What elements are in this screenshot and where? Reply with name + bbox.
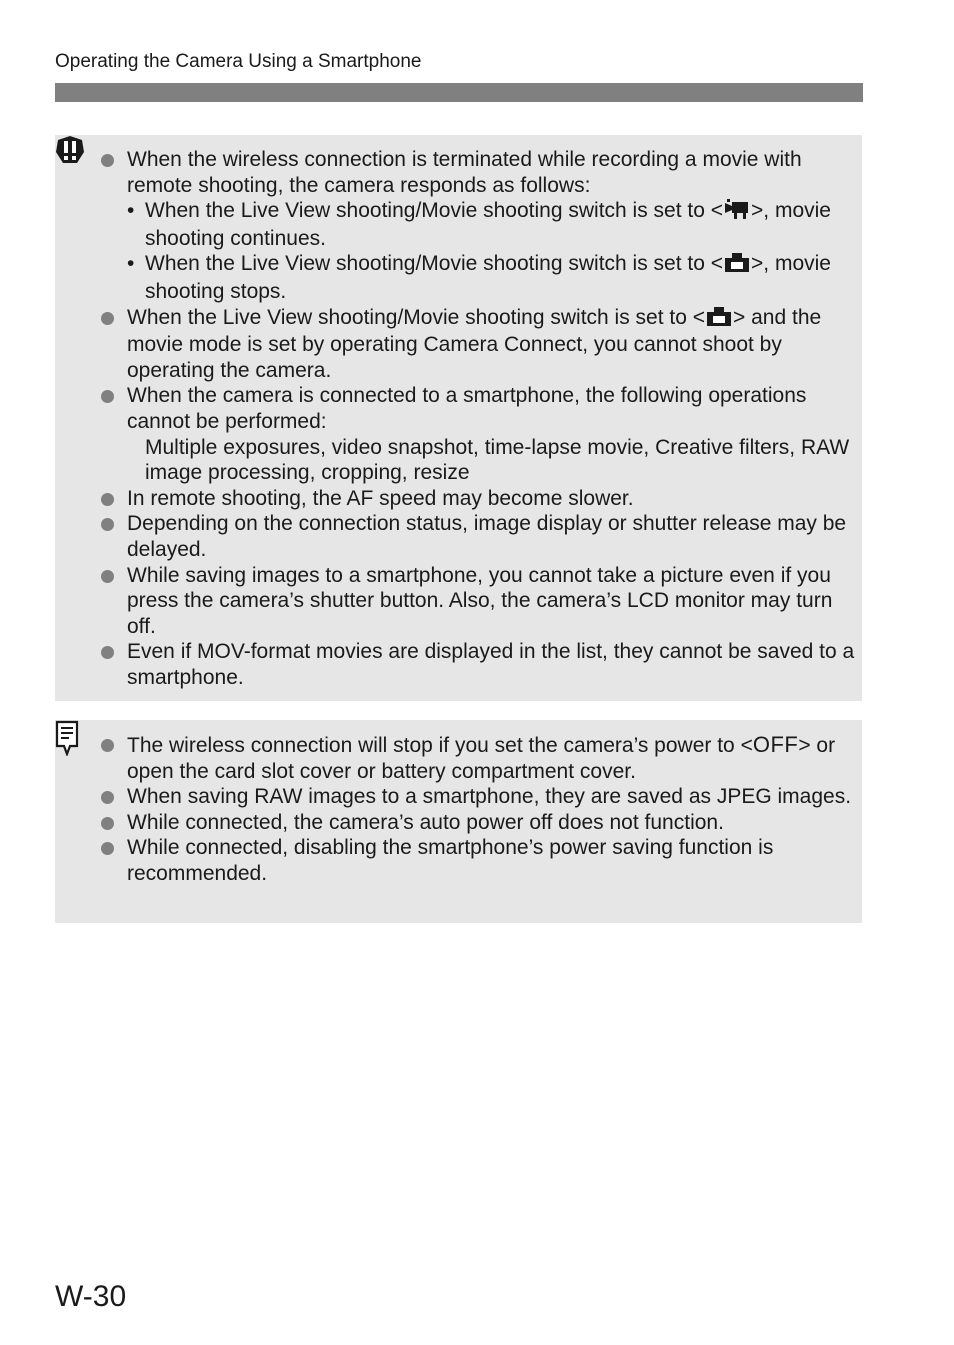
bullet-dot [101, 817, 114, 830]
note-item [55, 835, 855, 886]
movie-camera-icon [723, 199, 751, 226]
sub-bullet: • [127, 252, 135, 276]
note-box [55, 720, 862, 923]
still-camera-icon [723, 252, 751, 279]
note-item [55, 732, 855, 784]
caution-item-text: While saving images to a smartphone, you cannot take a picture even if you press the camera’s shutter button. Also, the camera’s LCD monitor may turn off. [127, 563, 833, 638]
bullet-dot [101, 842, 114, 855]
power-off-symbol: OFF [752, 732, 799, 757]
sub-item-text-after: >, movie shooting continues. [145, 199, 831, 250]
bullet-dot [101, 518, 114, 531]
caution-item-text: Depending on the connection status, image display or shutter release may be delayed. [127, 512, 847, 561]
caution-item [55, 563, 855, 640]
bullet-dot [101, 312, 114, 325]
note-item [55, 810, 855, 836]
caution-item-detail: Multiple exposures, video snapshot, time-lapse movie, Creative filters, RAW image processing, cropping, resize [145, 435, 850, 485]
sub-item [127, 251, 855, 304]
sub-item-text-before: When the Live View shooting/Movie shooting switch is set to < [145, 252, 724, 276]
bullet-dot [101, 493, 114, 506]
caution-box [55, 135, 862, 701]
caution-item-text: Even if MOV-format movies are displayed in the list, they cannot be saved to a smartphone. [127, 640, 855, 689]
note-item-text: While connected, disabling the smartphone’s power saving function is recommended. [127, 836, 774, 885]
bullet-dot [101, 570, 114, 583]
sub-item-text-before: When the Live View shooting/Movie shooting switch is set to < [145, 199, 724, 223]
caution-item-text: When the camera is connected to a smartphone, the following operations cannot be performed: [127, 384, 807, 433]
note-item [55, 784, 855, 810]
note-item-text: When saving RAW images to a smartphone, they are saved as JPEG images. [127, 785, 852, 809]
still-camera-icon [705, 306, 733, 333]
sub-item-text-after: >, movie shooting stops. [145, 252, 831, 303]
sub-item [127, 198, 855, 251]
page-header-title: Operating the Camera Using a Smartphone [55, 51, 422, 72]
bullet-dot [101, 646, 114, 659]
caution-item [55, 383, 855, 485]
caution-item-text: In remote shooting, the AF speed may become slower. [127, 486, 634, 510]
caution-item-text-before: When the Live View shooting/Movie shooting switch is set to < [127, 305, 706, 329]
caution-item-text-after: > and the movie mode is set by operating Camera Connect, you cannot shoot by operating the camera. [127, 305, 822, 382]
page-number: W-30 [55, 1280, 127, 1313]
note-item-text: While connected, the camera’s auto power off does not function. [127, 810, 724, 834]
sub-bullet: • [127, 199, 135, 223]
note-item-text-before: The wireless connection will stop if you set the camera’s power to < [127, 734, 753, 757]
caution-item [55, 511, 855, 562]
note-item-text-after: > or open the card slot cover or battery compartment cover. [127, 734, 836, 783]
caution-item [55, 305, 855, 384]
caution-item [55, 486, 855, 512]
bullet-dot [101, 739, 114, 752]
caution-item-text: When the wireless connection is terminated while recording a movie with remote shooting, the camera responds as follows: [127, 148, 802, 197]
bullet-dot [101, 154, 114, 167]
caution-item [55, 639, 855, 690]
caution-item [55, 147, 855, 305]
header-bar [55, 83, 863, 102]
bullet-dot [101, 390, 114, 403]
bullet-dot [101, 791, 114, 804]
